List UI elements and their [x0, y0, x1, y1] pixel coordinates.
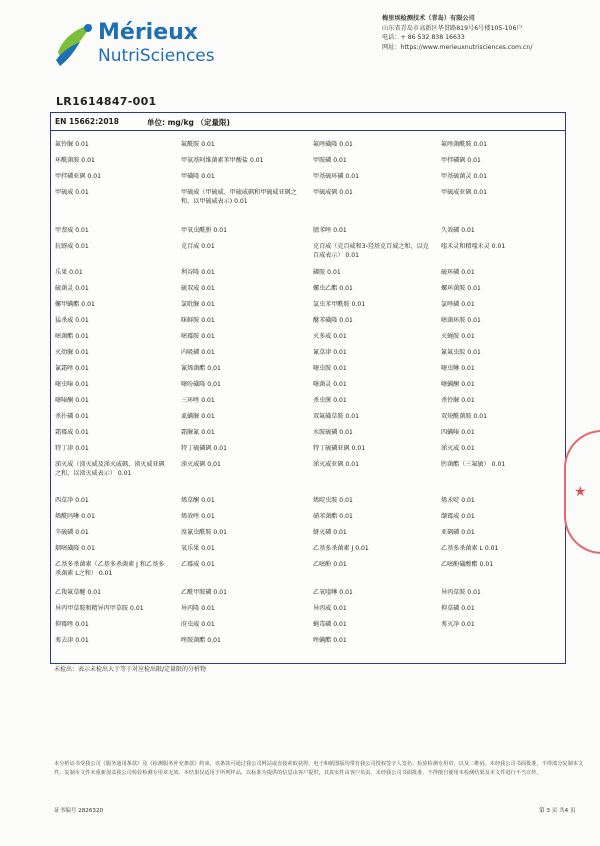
table-cell: 双炔酰菌胺 0.01 — [441, 413, 487, 420]
table-cell: 甲氨基阿维菌素苯甲酸盐 0.01 — [181, 157, 264, 164]
table-cell: 杀铃脲 0.01 — [441, 397, 475, 404]
footnote: 未检出：表示未检出大于等于对应检出限/定量限的分析物 — [54, 666, 207, 673]
table-cell: 内吸磷 0.01 — [181, 349, 215, 356]
table-cell: 乙嘧酚 0.01 — [313, 561, 347, 568]
table-cell: 甲胺磷 0.01 — [313, 157, 347, 164]
table-cell: 乐果 0.01 — [55, 269, 83, 276]
table-cell: 硫环磷 0.01 — [441, 269, 475, 276]
table-cell: 甲硫威砜 0.01 — [313, 189, 353, 196]
table-cell: 烯效唑 0.01 — [181, 513, 215, 520]
certificate-number: 证书编号 2826320 — [54, 808, 104, 814]
table-cell: 甲基硫环磷 0.01 — [313, 173, 359, 180]
table-cell: 氰霜唑 0.01 — [55, 365, 89, 372]
table-cell: 噻虫胺 0.01 — [313, 365, 347, 372]
table-cell: 乙羧氟草醚 0.01 — [55, 589, 101, 596]
table-cell: 乙酰甲胺磷 0.01 — [181, 589, 227, 596]
table-cell: 莠去津 0.01 — [55, 637, 89, 644]
table-cell: 涕灭威亚砜 0.01 — [313, 461, 359, 468]
company-address: 山东省青岛市高新区华贯路819号6号楼105-106户 — [382, 24, 523, 32]
company-name: 梅里埃检测技术（青岛）有限公司 — [382, 15, 475, 22]
table-cell: 灭多威 0.01 — [313, 333, 347, 340]
brand-name: Mérieux — [98, 20, 198, 45]
table-cell: 抗蚜威 0.01 — [55, 243, 89, 250]
table-cell: 嘧菌酯 0.01 — [55, 333, 89, 340]
table-cell: 抑霉唑 0.01 — [55, 621, 89, 628]
table-cell: 乙氧喹啉 0.01 — [313, 589, 353, 596]
table-cell: 肟菌酯（三氟敏） 0.01 — [441, 461, 506, 468]
table-cell: 氰草津 0.01 — [313, 349, 347, 356]
table-cell: 特丁硫磷亚砜 0.01 — [313, 445, 366, 452]
table-cell: 利谷隆 0.01 — [181, 269, 215, 276]
table-cell: 甲硫威亚砜 0.01 — [441, 189, 487, 196]
table-cell: 氟铃脲 0.01 — [55, 141, 89, 148]
table-cell: 硫双威 0.01 — [181, 285, 215, 292]
terms-text: 本分析证书受我公司《服务通用条款》及《检测服务补充条款》约束，该条款可通过我公司网站或直接索取获得。电子和纸图版均带有我公司授权签字人签名、检验检测专用章，以及二维码。未经我公司书面批准，不得部分复制本文件。复制本文件未重新加盖我公司检验检测专用章无效。本结果仅适用于所列样品，以标准为提供的信息由客户提供，其真实性由客户负责，未经我公司书面批准，不得擅自使用本检测结果及本文件进行不当宣传。 — [54, 761, 584, 776]
table-cell: 霜脲氰 0.01 — [181, 429, 215, 436]
table-cell: 烯酰吗啉 0.01 — [55, 513, 95, 520]
table-cell: 腈苯唑 0.01 — [313, 227, 347, 234]
table-header — [51, 113, 565, 131]
table-cell: 嘧霉胺 0.01 — [181, 333, 215, 340]
table-cell: 咪鲜胺 0.01 — [181, 317, 215, 324]
table-cell: 缬霉威 0.01 — [441, 513, 475, 520]
merieux-logo — [54, 18, 214, 78]
leaf-logo-icon — [54, 22, 94, 68]
table-cell: 杀扑磷 0.01 — [55, 413, 89, 420]
table-cell: 氯虫苯甲酰胺 0.01 — [313, 301, 366, 308]
table-cell: 猛杀威 0.01 — [55, 317, 89, 324]
table-cell: 甲硫威（甲硫威、甲硫威砜和甲硫威亚砜之和，以甲硫威表示) 0.01 — [181, 189, 297, 205]
table-cell: 辛硫磷 0.01 — [55, 529, 89, 536]
table-cell: 溴氰虫酰胺 0.01 — [181, 529, 227, 536]
table-cell: 甲基硫菌灵 0.01 — [441, 173, 487, 180]
table-cell: 久效磷 0.01 — [441, 227, 475, 234]
table-cell: 螺环菌胺 0.01 — [441, 285, 481, 292]
table-cell: 烟嘧磺隆 0.01 — [55, 545, 95, 552]
table-cell: 氟唑磺隆 0.01 — [313, 141, 353, 148]
table-cell: 杀虫脒 0.01 — [313, 397, 347, 404]
unit-label: 单位: mg/kg （定量限) — [147, 118, 230, 127]
table-cell: 氟唑菌酰胺 0.01 — [441, 141, 487, 148]
table-cell: 异丙威 0.01 — [313, 605, 347, 612]
table-cell: 涕灭威砜 0.01 — [181, 461, 221, 468]
table-cell: 水胺硫磷 0.01 — [313, 429, 353, 436]
table-cell: 双氟磺草胺 0.01 — [313, 413, 359, 420]
table-cell: 氯唑磷 0.01 — [441, 301, 475, 308]
table-cell: 噻螨酮 0.01 — [441, 381, 475, 388]
table-cell: 异丙隆 0.01 — [181, 605, 215, 612]
table-cell: 灭幼脲 0.01 — [55, 349, 89, 356]
table-cell: 克百威 0.01 — [181, 243, 215, 250]
company-tel: 电话：+ 86 532 838 16633 — [382, 34, 465, 42]
table-cell: 氧乐果 0.01 — [181, 545, 215, 552]
table-cell: 乙嘧酚磺酸酯 0.01 — [441, 561, 494, 568]
table-cell: 涕灭威 0.01 — [441, 445, 475, 452]
company-seal — [564, 430, 600, 554]
table-cell: 烯啶虫胺 0.01 — [313, 497, 353, 504]
table-cell: 噻吩磺隆 0.01 — [181, 381, 221, 388]
table-cell: 克百威（克百威和3-羟基克百威之和，以克百威表示） 0.01 — [313, 243, 429, 259]
table-cell: 烯草酮 0.01 — [181, 497, 215, 504]
table-cell: 氰烯菌酯 0.01 — [181, 365, 221, 372]
table-cell: 特丁津 0.01 — [55, 445, 89, 452]
company-web: 网址：https://www.merieuxnutrisciences.com.cn/ — [382, 43, 533, 51]
table-cell: 噻菌灵 0.01 — [313, 381, 347, 388]
table-cell: 甲氧虫酰肼 0.01 — [181, 227, 227, 234]
table-cell: 乙基多杀菌素（乙基多杀菌素 J 和乙基多杀菌素 L之和） 0.01 — [55, 561, 165, 577]
table-cell: 乙基多杀菌素 L 0.01 — [441, 545, 499, 552]
table-cell: 灭蝇胺 0.01 — [441, 333, 475, 340]
table-cell: 醚苯磺隆 0.01 — [313, 317, 353, 324]
table-cell: 涕灭威（涕灭威及涕灭威砜、涕灭威亚砜之和，以涕灭威表示） 0.01 — [55, 461, 165, 477]
table-cell: 噻虫啉 0.01 — [441, 365, 475, 372]
table-cell: 氟酰胺 0.01 — [181, 141, 215, 148]
table-cell: 氯吡脲 0.01 — [181, 301, 215, 308]
table-cell: 环酰菌胺 0.01 — [55, 157, 95, 164]
table-cell: 磷胺 0.01 — [313, 269, 341, 276]
table-cell: 西草净 0.01 — [55, 497, 89, 504]
table-cell: 三环唑 0.01 — [181, 397, 215, 404]
results-table — [50, 112, 566, 664]
table-cell: 唑螨酯 0.01 — [313, 637, 347, 644]
table-cell: 噻虫嗪 0.01 — [55, 381, 89, 388]
table-cell: 特丁硫磷砜 0.01 — [181, 445, 227, 452]
table-cell: 莠灭净 0.01 — [441, 621, 475, 628]
table-cell: 噻嗪酮 0.01 — [55, 397, 89, 404]
page-number: 第 3 页 共4 页 — [539, 808, 576, 814]
brand-subname: NutriSciences — [98, 46, 215, 66]
table-cell: 甲拌磷亚砜 0.01 — [55, 173, 101, 180]
table-cell: 硫菌灵 0.01 — [55, 285, 89, 292]
table-cell: 嘧菌环胺 0.01 — [441, 317, 481, 324]
table-cell: 甲磺隆 0.01 — [181, 173, 215, 180]
table-cell: 甲拌磷砜 0.01 — [441, 157, 481, 164]
table-cell: 莳虫威 0.01 — [181, 621, 215, 628]
method-standard: EN 15662:2018 — [55, 117, 119, 126]
table-cell: 虱螨脲 0.01 — [181, 413, 215, 420]
table-cell: 螺甲螨酯 0.01 — [55, 301, 95, 308]
star-icon: ★ — [574, 484, 587, 500]
table-cell: 亚砜磷 0.01 — [441, 529, 475, 536]
table-cell: 唑胺菌酯 0.01 — [181, 637, 221, 644]
table-cell: 甲硫威 0.01 — [55, 189, 89, 196]
table-cell: 四螨嗪 0.01 — [441, 429, 475, 436]
table-cell: 蝇毒磷 0.01 — [313, 621, 347, 628]
table-cell: 乙基多杀菌素 J 0.01 — [313, 545, 369, 552]
table-cell: 异丙草胺 0.01 — [441, 589, 481, 596]
table-cell: 抑草磷 0.01 — [441, 605, 475, 612]
table-cell: 氰氟虫腙 0.01 — [441, 349, 481, 356]
table-cell: 蚜灭磷 0.01 — [313, 529, 347, 536]
table-cell: 乙霉威 0.01 — [181, 561, 215, 568]
table-cell: 喹禾灵和精喹禾灵 0.01 — [441, 243, 506, 250]
report-number: LR1614847-001 — [56, 95, 157, 108]
table-cell: 异丙甲草胺和精异丙甲草胺 0.01 — [55, 605, 144, 612]
table-cell: 烯禾啶 0.01 — [441, 497, 475, 504]
table-cell: 甲萘威 0.01 — [55, 227, 89, 234]
table-cell: 硝苯菌酯 0.01 — [313, 513, 353, 520]
table-cell: 螺虫乙酯 0.01 — [313, 285, 353, 292]
company-info — [382, 14, 592, 52]
table-cell: 霜霉威 0.01 — [55, 429, 89, 436]
